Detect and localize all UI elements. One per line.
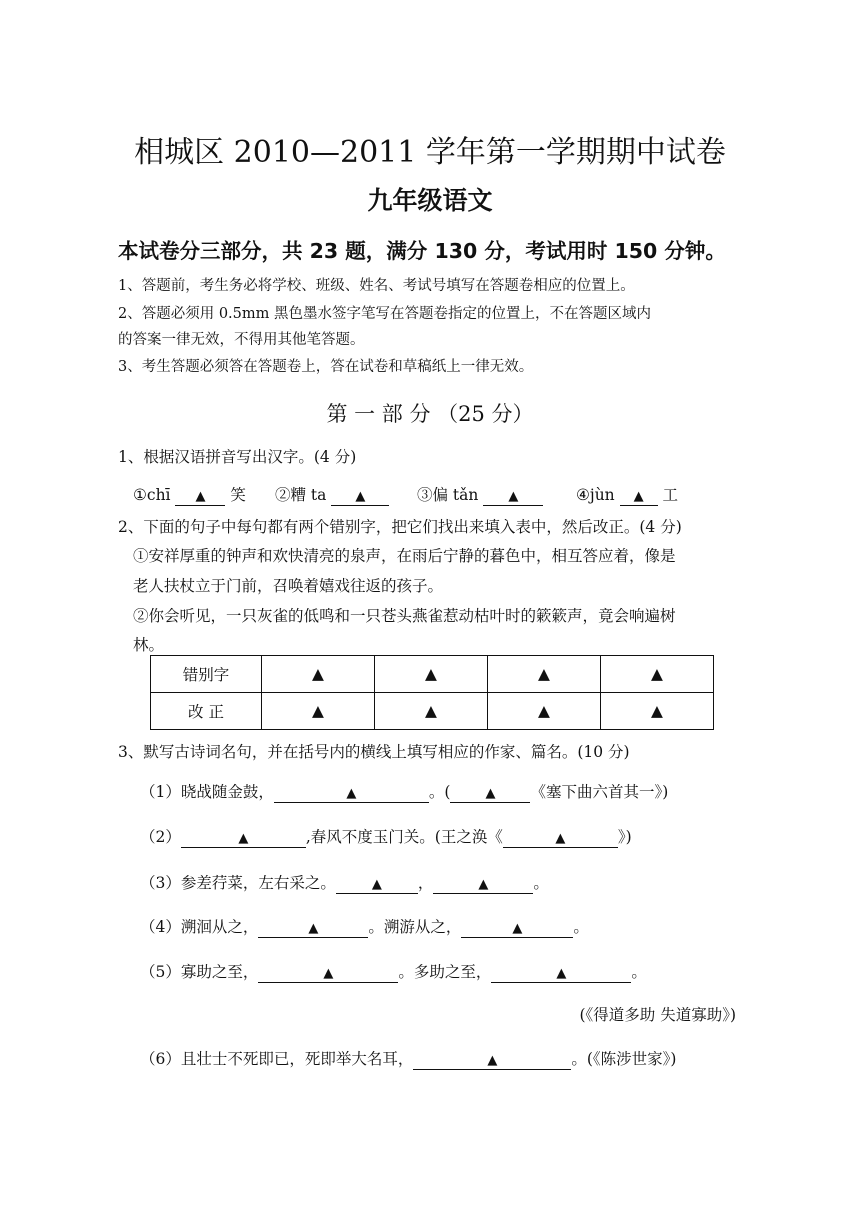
table-row <box>151 693 714 730</box>
answer-marker-icon: ▲ <box>346 786 357 801</box>
q3-line-3-blank-2[interactable] <box>433 874 533 894</box>
q1-item-2-prefix: ②糟 ta <box>275 486 327 504</box>
q1-item-4-suffix: 工 <box>662 486 679 504</box>
table-row <box>151 656 714 693</box>
q3-line-5 <box>140 960 647 983</box>
q3-line-3-blank-1[interactable] <box>336 874 418 894</box>
question-3-stem: 3、默写古诗词名句，并在括号内的横线上填写相应的作家、篇名。(10 分) <box>118 743 630 761</box>
answer-marker-icon: ▲ <box>323 966 334 981</box>
table-cell[interactable]: ▲ <box>488 656 601 693</box>
table-cell[interactable]: ▲ <box>601 656 714 693</box>
table-row-label: 错别字 <box>151 656 262 693</box>
q3-line-1-text: 。( <box>428 783 451 801</box>
table-row-label: 改 正 <box>151 693 262 730</box>
q1-item-1-blank[interactable] <box>175 486 225 506</box>
q3-line-4-blank-2[interactable] <box>461 918 573 938</box>
answer-marker-icon: ▲ <box>485 786 496 801</box>
answer-marker-icon: ▲ <box>308 921 319 936</box>
q3-line-2-title-blank[interactable] <box>503 828 618 848</box>
q3-line-2-text: （2） <box>140 828 181 846</box>
q1-item-1-suffix: 笑 <box>230 486 246 504</box>
q3-line-4-text: （4）溯洄从之， <box>140 918 259 936</box>
q1-item-3-prefix: ③偏 tǎn <box>417 486 479 504</box>
table-cell[interactable]: ▲ <box>262 693 375 730</box>
q3-line-2-text: 》) <box>617 828 632 846</box>
q3-line-1-text: （1）晓战随金鼓， <box>140 783 274 801</box>
q2-sentence-2-cont: 林。 <box>133 636 165 654</box>
q3-line-2-blank[interactable] <box>181 828 306 848</box>
q3-line-5-blank-1[interactable] <box>258 963 398 983</box>
q3-line-5-blank-2[interactable] <box>491 963 631 983</box>
q3-line-3 <box>140 871 549 894</box>
answer-marker-icon: ▲ <box>195 489 206 504</box>
q3-line-4-text: 。溯游从之， <box>368 918 462 936</box>
q3-line-2-text: ,春风不度玉门关。(王之涣《 <box>305 828 503 846</box>
table-cell[interactable]: ▲ <box>488 693 601 730</box>
answer-marker-icon: ▲ <box>508 489 519 504</box>
exam-summary: 本试卷分三部分，共 23 题，满分 130 分，考试用时 150 分钟。 <box>118 239 726 263</box>
q3-line-4-blank-1[interactable] <box>258 918 368 938</box>
q1-item-3 <box>417 483 543 506</box>
q3-line-3-text: （3）参差荇菜，左右采之。 <box>140 874 336 892</box>
q3-line-1-blank[interactable] <box>274 783 429 803</box>
q2-sentence-1: ①安祥厚重的钟声和欢快清亮的泉声，在雨后宁静的暮色中，相互答应着，像是 <box>133 547 676 565</box>
table-cell[interactable]: ▲ <box>601 693 714 730</box>
table-cell[interactable]: ▲ <box>375 693 488 730</box>
q3-line-3-text: ， <box>417 874 434 892</box>
q3-line-6 <box>140 1047 676 1070</box>
q1-item-3-blank[interactable] <box>483 486 543 506</box>
answer-marker-icon: ▲ <box>633 489 644 504</box>
note-3: 3、考生答题必须答在答题卷上，答在试卷和草稿纸上一律无效。 <box>118 359 534 375</box>
note-1: 1、答题前，考生务必将学校、班级、姓名、考试号填写在答题卷相应的位置上。 <box>118 278 635 294</box>
answer-marker-icon: ▲ <box>487 1053 498 1068</box>
q3-line-4-text: 。 <box>573 918 589 936</box>
answer-marker-icon: ▲ <box>371 877 382 892</box>
q3-line-3-text: 。 <box>533 874 549 892</box>
q3-line-1 <box>140 780 668 803</box>
exam-title: 相城区 2010—2011 学年第一学期期中试卷 <box>134 135 726 170</box>
q1-item-4-blank[interactable] <box>620 486 658 506</box>
table-cell[interactable]: ▲ <box>375 656 488 693</box>
q1-item-2-blank[interactable] <box>331 486 389 506</box>
q3-line-5-text: 。 <box>631 963 647 981</box>
answer-marker-icon: ▲ <box>355 489 366 504</box>
answer-marker-icon: ▲ <box>512 921 523 936</box>
answer-marker-icon: ▲ <box>556 966 567 981</box>
q3-line-1-author-blank[interactable] <box>450 783 530 803</box>
note-2: 2、答题必须用 0.5mm 黑色墨水签字笔写在答题卷指定的位置上，不在答题区域内 <box>118 306 651 322</box>
table-cell[interactable]: ▲ <box>262 656 375 693</box>
question-2-stem: 2、下面的句子中每句都有两个错别字，把它们找出来填入表中，然后改正。(4 分) <box>118 518 682 536</box>
q3-line-2 <box>140 825 632 848</box>
answer-marker-icon: ▲ <box>555 831 566 846</box>
correction-table <box>150 655 714 730</box>
q3-line-4 <box>140 915 589 938</box>
q3-line-6-text: （6）且壮士不死即已，死即举大名耳， <box>140 1050 414 1068</box>
question-1-stem: 1、根据汉语拼音写出汉字。(4 分) <box>118 448 357 466</box>
answer-marker-icon: ▲ <box>238 831 249 846</box>
q3-line-5-text: （5）寡助之至， <box>140 963 259 981</box>
q1-item-1-prefix: ①chī <box>133 486 171 504</box>
q1-item-4-prefix: ④jùn <box>576 486 615 504</box>
exam-subtitle: 九年级语文 <box>367 186 493 215</box>
q1-item-4 <box>576 483 678 506</box>
q2-sentence-1-cont: 老人扶杖立于门前，召唤着嬉戏往返的孩子。 <box>133 577 444 595</box>
q3-line-6-blank[interactable] <box>413 1050 571 1070</box>
q1-item-2 <box>275 483 389 506</box>
q3-line-5-source: (《得道多助 失道寡助》) <box>579 1006 736 1024</box>
answer-marker-icon: ▲ <box>478 877 489 892</box>
q3-line-1-source: 《塞下曲六首其一》) <box>530 783 669 801</box>
q1-item-1 <box>133 483 246 506</box>
section-title: 第 一 部 分 （25 分） <box>326 402 534 426</box>
q2-sentence-2: ②你会听见，一只灰雀的低鸣和一只苍头燕雀惹动枯叶时的簌簌声，竟会响遍树 <box>133 607 676 625</box>
note-2-cont: 的答案一律无效，不得用其他笔答题。 <box>118 332 365 348</box>
q3-line-5-text: 。多助之至， <box>398 963 492 981</box>
q3-line-6-text: 。(《陈涉世家》) <box>571 1050 677 1068</box>
